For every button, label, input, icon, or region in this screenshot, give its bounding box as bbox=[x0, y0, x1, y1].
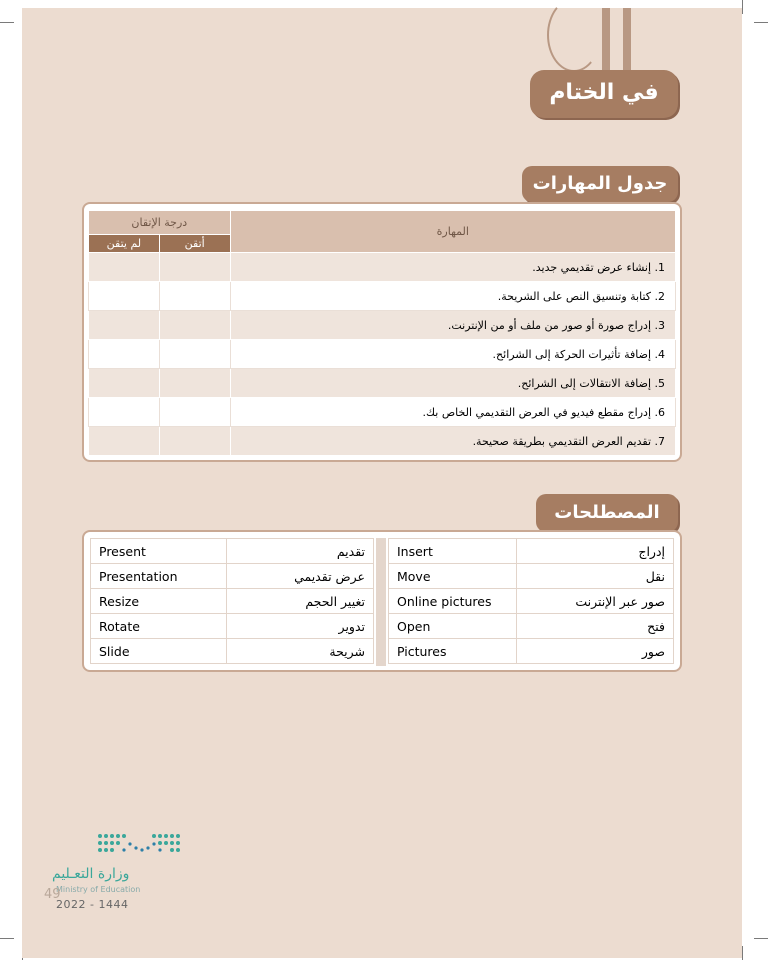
terms-box bbox=[82, 530, 682, 672]
crop-mark bbox=[754, 22, 768, 23]
term-row bbox=[389, 564, 674, 589]
term-arabic: تقديم bbox=[227, 539, 374, 564]
table-row bbox=[89, 369, 676, 398]
crop-mark bbox=[0, 22, 14, 23]
term-arabic: صور عبر الإنترنت bbox=[517, 589, 674, 614]
term-english: Presentation bbox=[91, 564, 227, 589]
table-row bbox=[89, 282, 676, 311]
term-arabic: فتح bbox=[517, 614, 674, 639]
skill-text: 2. كتابة وتنسيق النص على الشريحة. bbox=[230, 282, 675, 311]
term-arabic: إدراج bbox=[517, 539, 674, 564]
term-row bbox=[91, 639, 374, 664]
term-arabic: نقل bbox=[517, 564, 674, 589]
not-mastered-cell[interactable] bbox=[89, 282, 160, 311]
not-mastered-cell[interactable] bbox=[89, 253, 160, 282]
term-row bbox=[389, 539, 674, 564]
term-english: Resize bbox=[91, 589, 227, 614]
not-mastered-cell[interactable] bbox=[89, 427, 160, 456]
crop-mark bbox=[742, 946, 743, 960]
term-arabic: تغيير الحجم bbox=[227, 589, 374, 614]
mastered-cell[interactable] bbox=[159, 427, 230, 456]
skill-text: 7. تقديم العرض التقديمي بطريقة صحيحة. bbox=[230, 427, 675, 456]
chapter-banner bbox=[530, 70, 678, 118]
crop-mark bbox=[754, 938, 768, 939]
skills-heading: جدول المهارات bbox=[532, 173, 668, 194]
term-row bbox=[389, 614, 674, 639]
term-row bbox=[91, 589, 374, 614]
skill-text: 6. إدراج مقطع فيديو في العرض التقديمي الخاص بك. bbox=[230, 398, 675, 427]
table-row bbox=[89, 340, 676, 369]
not-mastered-cell[interactable] bbox=[89, 369, 160, 398]
mastered-header: أتقن bbox=[159, 235, 230, 253]
term-english: Present bbox=[91, 539, 227, 564]
ministry-name-english: Ministry of Education bbox=[56, 885, 141, 894]
ministry-name-arabic: وزارة التعـليم bbox=[52, 866, 130, 882]
terms-heading-banner bbox=[536, 494, 678, 532]
ministry-logo-icon bbox=[94, 830, 190, 866]
skills-table-box bbox=[82, 202, 682, 462]
term-arabic: شريحة bbox=[227, 639, 374, 664]
term-english: Open bbox=[389, 614, 517, 639]
term-english: Online pictures bbox=[389, 589, 517, 614]
term-row bbox=[91, 564, 374, 589]
mastered-cell[interactable] bbox=[159, 340, 230, 369]
skills-heading-banner bbox=[522, 166, 678, 202]
table-row bbox=[89, 311, 676, 340]
term-arabic: صور bbox=[517, 639, 674, 664]
table-row bbox=[89, 427, 676, 456]
mastered-cell[interactable] bbox=[159, 398, 230, 427]
skill-text: 5. إضافة الانتقالات إلى الشرائح. bbox=[230, 369, 675, 398]
term-english: Rotate bbox=[91, 614, 227, 639]
term-english: Move bbox=[389, 564, 517, 589]
page-number: 49 bbox=[44, 887, 61, 902]
skill-column-header: المهارة bbox=[230, 211, 675, 253]
crop-mark bbox=[742, 0, 743, 14]
crop-mark bbox=[0, 938, 14, 939]
terms-heading: المصطلحات bbox=[554, 502, 660, 523]
ministry-logo bbox=[94, 830, 190, 866]
term-english: Pictures bbox=[389, 639, 517, 664]
terms-divider bbox=[376, 538, 386, 666]
mastered-cell[interactable] bbox=[159, 253, 230, 282]
term-english: Insert bbox=[389, 539, 517, 564]
chapter-title: في الختام bbox=[549, 80, 659, 105]
table-row bbox=[89, 253, 676, 282]
term-row bbox=[389, 589, 674, 614]
mastered-cell[interactable] bbox=[159, 311, 230, 340]
terms-table-right bbox=[388, 538, 674, 664]
skill-text: 3. إدراج صورة أو صور من ملف أو من الإنترنت. bbox=[230, 311, 675, 340]
terms-table-left bbox=[90, 538, 374, 664]
skill-text: 1. إنشاء عرض تقديمي جديد. bbox=[230, 253, 675, 282]
not-mastered-cell[interactable] bbox=[89, 398, 160, 427]
term-row bbox=[91, 539, 374, 564]
mastery-column-header: درجة الإتقان bbox=[89, 211, 231, 235]
academic-year: 2022 - 1444 bbox=[56, 898, 129, 911]
not-mastered-header: لم يتقن bbox=[89, 235, 160, 253]
mastered-cell[interactable] bbox=[159, 369, 230, 398]
term-row bbox=[389, 639, 674, 664]
skills-table bbox=[88, 210, 676, 456]
not-mastered-cell[interactable] bbox=[89, 311, 160, 340]
term-arabic: تدوير bbox=[227, 614, 374, 639]
not-mastered-cell[interactable] bbox=[89, 340, 160, 369]
term-arabic: عرض تقديمي bbox=[227, 564, 374, 589]
banner-cable bbox=[547, 0, 601, 72]
skill-text: 4. إضافة تأثيرات الحركة إلى الشرائح. bbox=[230, 340, 675, 369]
table-row bbox=[89, 398, 676, 427]
term-row bbox=[91, 614, 374, 639]
mastered-cell[interactable] bbox=[159, 282, 230, 311]
book-page bbox=[22, 8, 742, 958]
term-english: Slide bbox=[91, 639, 227, 664]
